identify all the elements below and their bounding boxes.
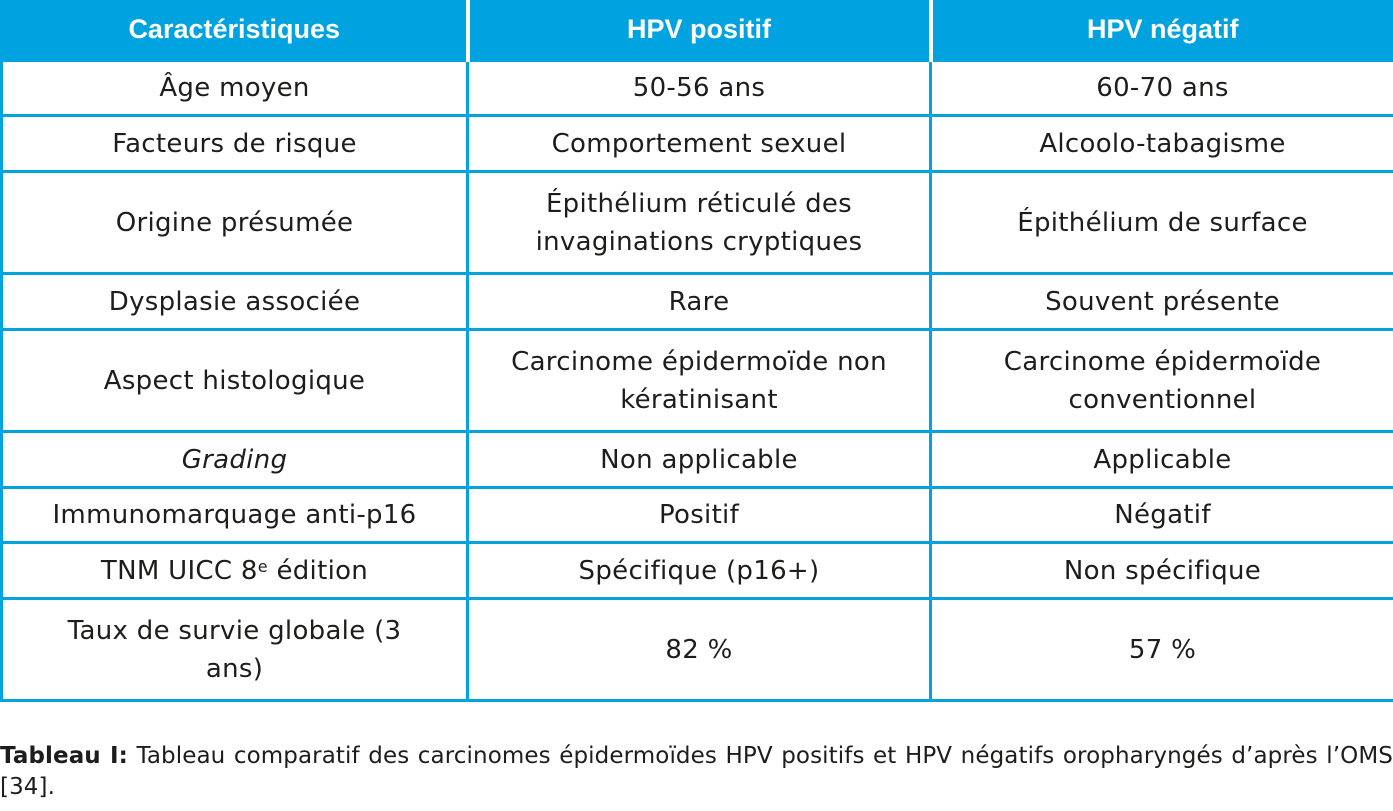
row-label: Âge moyen — [2, 61, 468, 116]
row-label: Taux de survie globale (3 ans) — [2, 599, 468, 701]
table-row — [2, 172, 1393, 274]
table-row — [2, 61, 1393, 116]
table-row — [2, 488, 1393, 543]
row-label: Grading — [2, 432, 468, 488]
row-label-prefix: TNM UICC 8 — [100, 555, 258, 586]
table-header-row — [2, 0, 1393, 61]
cell-hpv-positive: 82 % — [468, 599, 931, 701]
cell-hpv-negative: Alcoolo-tabagisme — [931, 116, 1393, 172]
cell-hpv-positive: Spécifique (p16+) — [468, 543, 931, 599]
cell-hpv-negative: 57 % — [931, 599, 1393, 701]
cell-hpv-negative: Non spécifique — [931, 543, 1393, 599]
table-row — [2, 274, 1393, 330]
row-label: Immunomarquage anti-p16 — [2, 488, 468, 543]
cell-hpv-negative: 60-70 ans — [931, 61, 1393, 116]
cell-hpv-negative: Applicable — [931, 432, 1393, 488]
table-row — [2, 116, 1393, 172]
cell-hpv-negative: Carcinome épidermoïde conventionnel — [931, 330, 1393, 432]
row-label: Dysplasie associée — [2, 274, 468, 330]
cell-hpv-positive: Rare — [468, 274, 931, 330]
row-label — [2, 543, 468, 599]
caption-text: Tableau comparatif des carcinomes épidermoïdes HPV positifs et HPV négatifs oropharyngés d’après l’OMS [34]. — [0, 743, 1393, 800]
table-caption — [0, 741, 1393, 803]
header-hpv-negative: HPV négatif — [931, 0, 1393, 61]
cell-hpv-positive: Épithélium réticulé des invaginations cryptiques — [468, 172, 931, 274]
cell-hpv-positive: Comportement sexuel — [468, 116, 931, 172]
caption-label: Tableau I: — [0, 743, 128, 769]
cell-hpv-positive: Carcinome épidermoïde non kératinisant — [468, 330, 931, 432]
cell-hpv-negative: Négatif — [931, 488, 1393, 543]
cell-hpv-negative: Épithélium de surface — [931, 172, 1393, 274]
cell-hpv-negative: Souvent présente — [931, 274, 1393, 330]
row-label-suffix: édition — [267, 555, 369, 586]
cell-hpv-positive: 50-56 ans — [468, 61, 931, 116]
row-label-superscript: e — [257, 556, 268, 576]
header-characteristics: Caractéristiques — [2, 0, 468, 61]
table-row — [2, 599, 1393, 701]
row-label: Origine présumée — [2, 172, 468, 274]
table-row — [2, 330, 1393, 432]
cell-hpv-positive: Non applicable — [468, 432, 931, 488]
header-hpv-positive: HPV positif — [468, 0, 931, 61]
row-label: Aspect histologique — [2, 330, 468, 432]
row-label: Facteurs de risque — [2, 116, 468, 172]
cell-hpv-positive: Positif — [468, 488, 931, 543]
table-row — [2, 432, 1393, 488]
table-row — [2, 543, 1393, 599]
